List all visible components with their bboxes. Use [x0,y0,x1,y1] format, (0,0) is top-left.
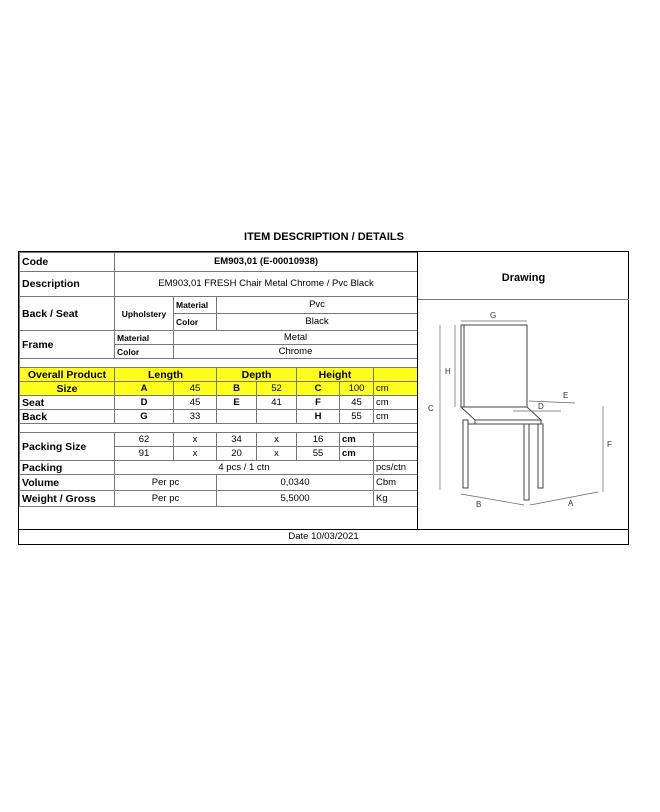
upholstery-material-label: Material [174,297,217,314]
label-d: D [538,402,544,411]
dim-d-value: 45 [174,396,217,410]
label-h: H [445,367,451,376]
upholstery-color-value: Black [217,314,418,331]
height-header: Height [297,368,374,382]
volume-value: 0,0340 [217,475,374,491]
label-b: B [476,500,482,509]
pack-2-unit: cm [340,447,374,461]
frame-label: Frame [20,331,115,359]
label-a: A [568,499,574,508]
dim-c-value: 100 [340,382,374,396]
document-title: ITEM DESCRIPTION / DETAILS [244,231,404,243]
dim-a-letter: A [115,382,174,396]
weight-value: 5,5000 [217,491,374,507]
upholstery-label: Upholstery [115,297,174,331]
frame-material-value: Metal [174,331,418,345]
back-unit: cm [374,410,418,424]
pack-1-unit: cm [340,433,374,447]
drawing-title: Drawing [501,272,546,284]
pack-1-length: 62 [115,433,174,447]
pack-2-blank [374,447,418,461]
drawing-panel [417,252,629,529]
chair-leg-back-right [538,424,543,488]
overall-size-label-1: Overall Product [20,368,115,382]
chair-back-panel [461,325,527,407]
spacer [20,359,418,368]
dim-g-value: 33 [174,410,217,424]
dim-f-value: 45 [340,396,374,410]
label-c: C [428,404,434,413]
weight-per: Per pc [115,491,217,507]
spacer [20,424,418,433]
drawing-divider [418,299,629,300]
pack-2-height: 55 [297,447,340,461]
chair-leg-front-right [524,424,529,500]
description-value: EM903,01 FRESH Chair Metal Chrome / Pvc Black [115,272,418,297]
packing-label: Packing [20,461,115,475]
pack-2-length: 91 [115,447,174,461]
depth-header: Depth [217,368,297,382]
dim-f-letter: F [297,396,340,410]
volume-label: Volume [20,475,115,491]
code-label: Code [20,253,115,272]
seat-label: Seat [20,396,115,410]
frame-material-label: Material [115,331,174,345]
dim-c-letter: C [297,382,340,396]
chair-seat [461,407,541,420]
seat-unit: cm [374,396,418,410]
frame-color-value: Chrome [174,345,418,359]
date-footer: Date 10/03/2021 [19,529,628,545]
upholstery-color-label: Color [174,314,217,331]
chair-leg-front-left [463,420,468,488]
overall-size-label-2: Size [20,382,115,396]
upholstery-material-value: Pvc [217,297,418,314]
length-header: Length [115,368,217,382]
pack-1-x1: x [174,433,217,447]
spec-sheet [18,251,629,545]
dim-g-letter: G [115,410,174,424]
pack-2-x2: x [257,447,297,461]
dim-e-value: 41 [257,396,297,410]
label-g: G [490,311,497,320]
dim-d-letter: D [115,396,174,410]
dim-b-letter: B [217,382,257,396]
back-blank-1 [217,410,257,424]
volume-unit: Cbm [374,475,418,491]
spec-table [19,252,418,507]
dim-b-value: 52 [257,382,297,396]
description-label: Description [20,272,115,297]
chair-drawing [418,302,629,530]
pack-1-height: 16 [297,433,340,447]
packing-unit: pcs/ctn [374,461,418,475]
dim-h-value: 55 [340,410,374,424]
code-value: EM903,01 (E-00010938) [115,253,418,272]
back-blank-2 [257,410,297,424]
overall-unit: cm [374,382,418,396]
dim-e-letter: E [217,396,257,410]
frame-color-label: Color [115,345,174,359]
dim-a-value: 45 [174,382,217,396]
label-f: F [607,440,612,449]
pack-1-blank [374,433,418,447]
packing-value: 4 pcs / 1 ctn [115,461,374,475]
pack-2-x1: x [174,447,217,461]
pack-2-width: 20 [217,447,257,461]
back-label: Back [20,410,115,424]
pack-1-width: 34 [217,433,257,447]
unit-header-blank [374,368,418,382]
label-e: E [563,391,569,400]
weight-unit: Kg [374,491,418,507]
dim-h-letter: H [297,410,340,424]
back-seat-label: Back / Seat [20,297,115,331]
pack-1-x2: x [257,433,297,447]
packing-size-label: Packing Size [20,433,115,461]
volume-per: Per pc [115,475,217,491]
weight-label: Weight / Gross [20,491,115,507]
